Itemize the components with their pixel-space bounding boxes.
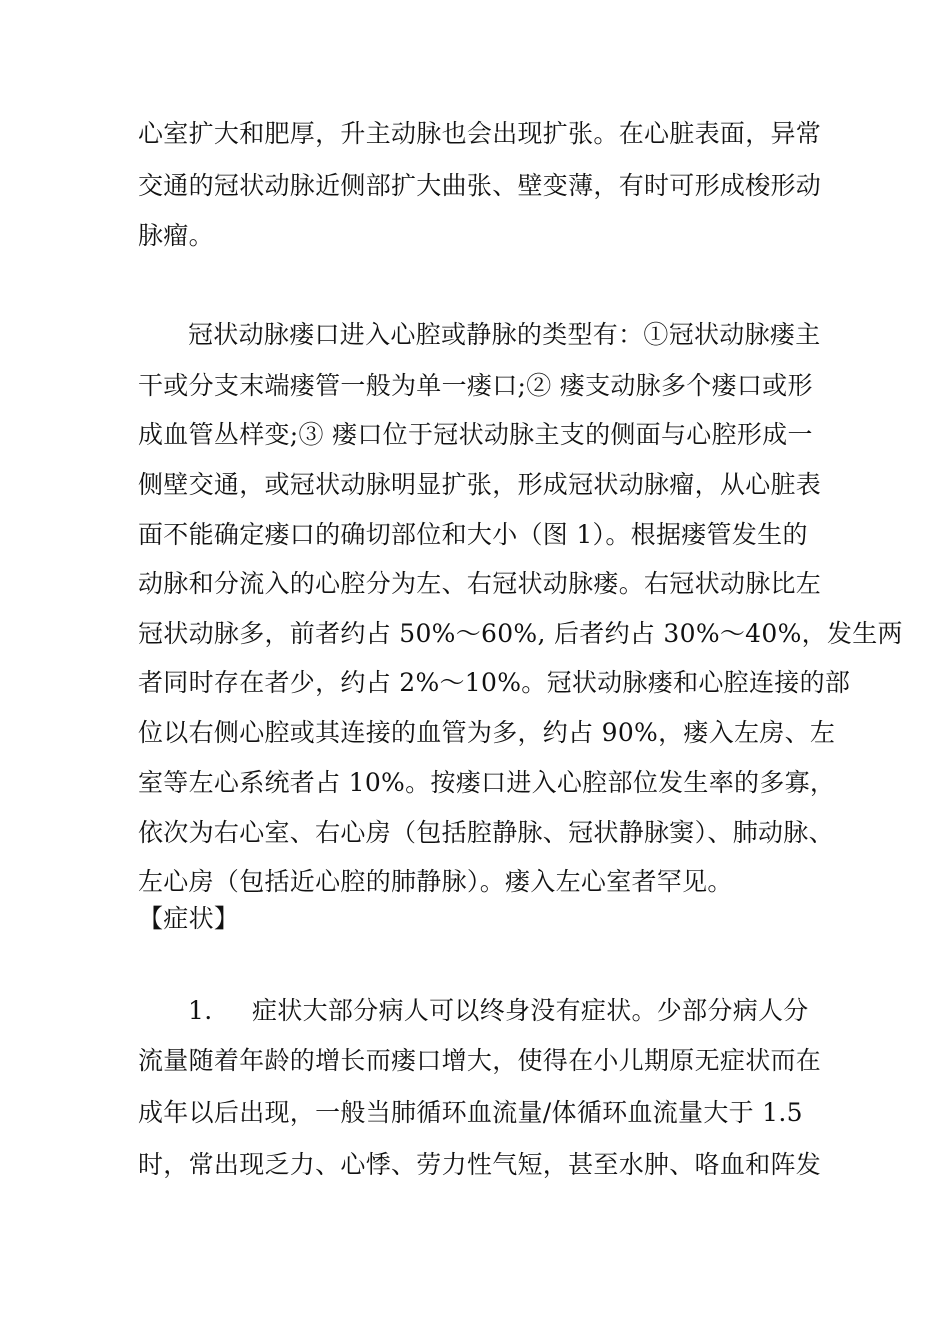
paragraph-2-line-10: 室等左心系统者占 10%。按瘘口进入心腔部位发生率的多寡，: [138, 768, 836, 797]
paragraph-2-line-5: 面不能确定瘘口的确切部位和大小（图 1）。根据瘘管发生的: [138, 520, 808, 549]
item-1-number: 1.: [188, 996, 213, 1025]
paragraph-1-line-2: 交通的冠状动脉近侧部扩大曲张、壁变薄，有时可形成梭形动: [138, 171, 822, 200]
section-heading-symptoms: 【症状】: [138, 904, 240, 933]
paragraph-2-line-12: 左心房（包括近心腔的肺静脉）。瘘入左心室者罕见。: [138, 867, 733, 896]
paragraph-2-line-9: 位以右侧心腔或其连接的血管为多，约占 90%，瘘入左房、左: [138, 718, 836, 747]
paragraph-2-line-8: 者同时存在者少，约占 2%～10%。冠状动脉瘘和心腔连接的部: [138, 668, 851, 697]
paragraph-2-line-3: 成血管丛样变;③ 瘘口位于冠状动脉主支的侧面与心腔形成一: [138, 420, 813, 449]
paragraph-1-line-3: 脉瘤。: [138, 221, 214, 250]
item-1-line-4: 时，常出现乏力、心悸、劳力性气短，甚至水肿、咯血和阵发: [138, 1150, 822, 1179]
item-1-line-1: 症状大部分病人可以终身没有症状。少部分病人分: [252, 996, 809, 1025]
paragraph-2-line-1: 冠状动脉瘘口进入心腔或静脉的类型有：①冠状动脉瘘主: [188, 320, 821, 349]
paragraph-2-line-6: 动脉和分流入的心腔分为左、右冠状动脉瘘。右冠状动脉比左: [138, 569, 822, 598]
item-1-line-3: 成年以后出现，一般当肺循环血流量/体循环血流量大于 1.5: [138, 1098, 803, 1127]
paragraph-2-line-11: 依次为右心室、右心房（包括腔静脉、冠状静脉窦）、肺动脉、: [138, 818, 834, 847]
paragraph-2-line-7: 冠状动脉多，前者约占 50%～60%, 后者约占 30%～40%，发生两: [138, 619, 903, 648]
paragraph-2-line-4: 侧壁交通，或冠状动脉明显扩张，形成冠状动脉瘤，从心脏表: [138, 470, 822, 499]
item-1-line-2: 流量随着年龄的增长而瘘口增大，使得在小儿期原无症状而在: [138, 1046, 822, 1075]
paragraph-2-line-2: 干或分支末端瘘管一般为单一瘘口;② 瘘支动脉多个瘘口或形: [138, 371, 813, 400]
paragraph-1-line-1: 心室扩大和肥厚，升主动脉也会出现扩张。在心脏表面，异常: [138, 119, 822, 148]
